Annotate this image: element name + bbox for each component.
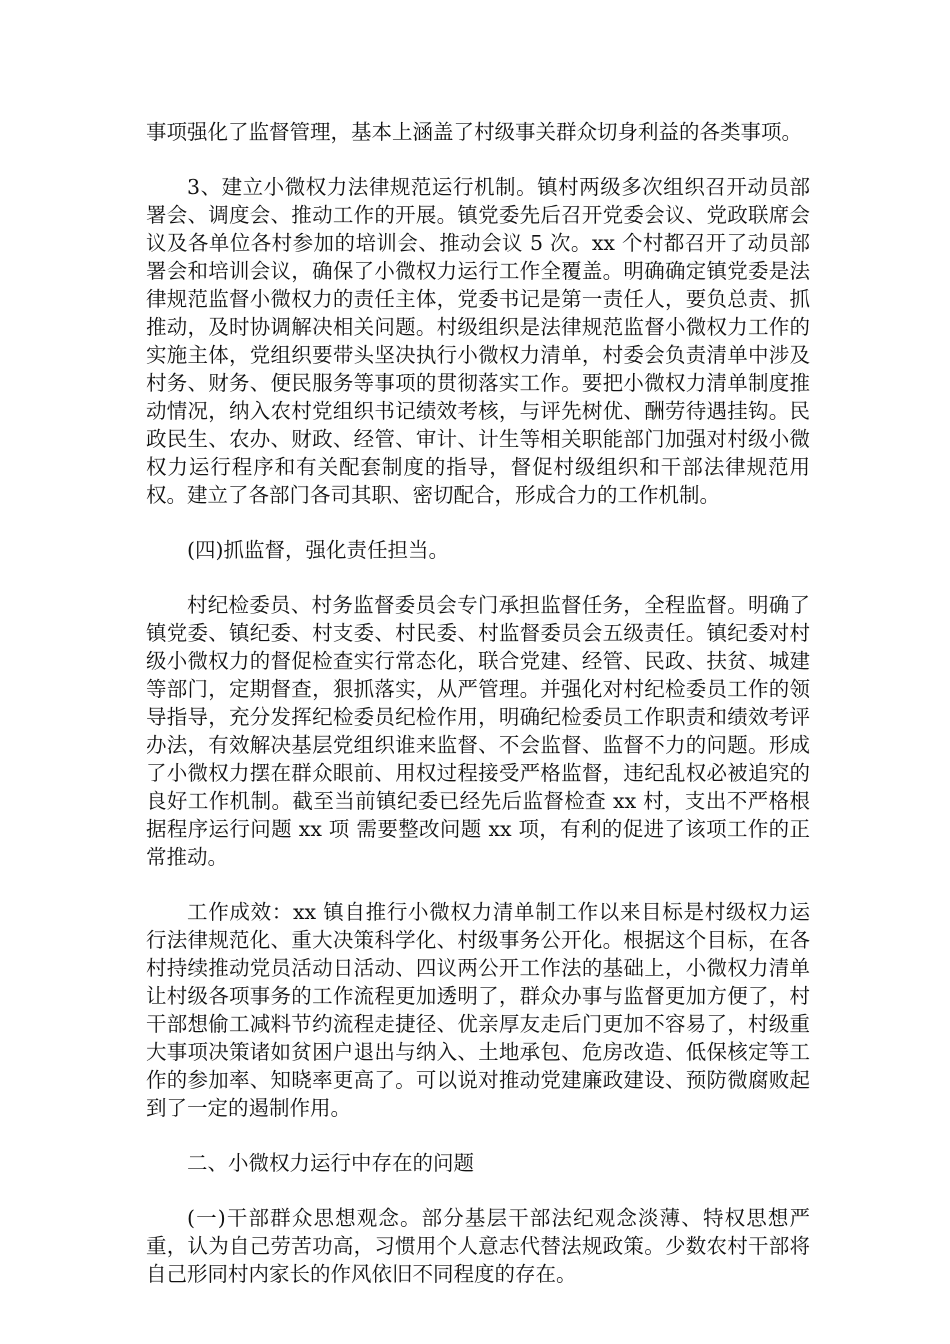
paragraph-3: 村纪检委员、村务监督委员会专门承担监督任务，全程监督。明确了镇党委、镇纪委、村支委、村民委、村监督委员会五级责任。镇纪委对村级小微权力的督促检查实行常态化，联合党建、经管、民政、扶贫、城建等部门，定期督查，狠抓落实，从严管理。并强化对村纪检委员工作的领导指导，充分发挥纪检委员纪检作用，明确纪检委员工作职责和绩效考评办法，有效解决基层党组织谁来监督、不会监督、监督不力的问题。形成了小微权力摆在群众眼前、用权过程接受严格监督，违纪乱权必被追究的良好工作机制。截至当前镇纪委已经先后监督检查 xx 村，支出不严格根据程序运行问题 xx 项 需要整改问题 xx 项，有利的促进了该项工作的正常推动。 [146, 593, 810, 869]
document-page [146, 118, 810, 1315]
paragraph-2: 3、建立小微权力法律规范运行机制。镇村两级多次组织召开动员部署会、调度会、推动工作的开展。镇党委先后召开党委会议、党政联席会议及各单位各村参加的培训会、推动会议 5 次。xx 个村都召开了动员部署会和培训会议，确保了小微权力运行工作全覆盖。明确确定镇党委是法律规范监督小微权力的责任主体，党委书记是第一责任人，要负总责、抓推动，及时协调解决相关问题。村级组织是法律规范监督小微权力工作的实施主体，党组织要带头坚决执行小微权力清单，村委会负责清单中涉及村务、财务、便民服务等事项的贯彻落实工作。要把小微权力清单制度推动情况，纳入农村党组织书记绩效考核，与评先树优、酬劳待遇挂钩。民政民生、农办、财政、经管、审计、计生等相关职能部门加强对村级小微权力运行程序和有关配套制度的指导，督促村级组织和干部法律规范用权。建立了各部门各司其职、密切配合，形成合力的工作机制。 [146, 175, 810, 507]
paragraph-5: (一)干部群众思想观念。部分基层干部法纪观念淡薄、特权思想严重，认为自己劳苦功高，习惯用个人意志代替法规政策。少数农村干部将自己形同村内家长的作风依旧不同程度的存在。 [146, 1206, 810, 1286]
paragraph-4: 工作成效：xx 镇自推行小微权力清单制工作以来目标是村级权力运行法律规范化、重大决策科学化、村级事务公开化。根据这个目标，在各村持续推动党员活动日活动、四议两公开工作法的基础上，小微权力清单让村级各项事务的工作流程更加透明了，群众办事与监督更加方便了，村干部想偷工减料节约流程走捷径、优亲厚友走后门更加不容易了，村级重大事项决策诸如贫困户退出与纳入、土地承包、危房改造、低保核定等工作的参加率、知晓率更高了。可以说对推动党建廉政建设、预防微腐败起到了一定的遏制作用。 [146, 900, 810, 1120]
section-heading-2: 二、小微权力运行中存在的问题 [187, 1151, 474, 1175]
section-heading-4: (四)抓监督，强化责任担当。 [187, 538, 449, 562]
paragraph-1: 事项强化了监督管理，基本上涵盖了村级事关群众切身利益的各类事项。 [146, 120, 802, 144]
